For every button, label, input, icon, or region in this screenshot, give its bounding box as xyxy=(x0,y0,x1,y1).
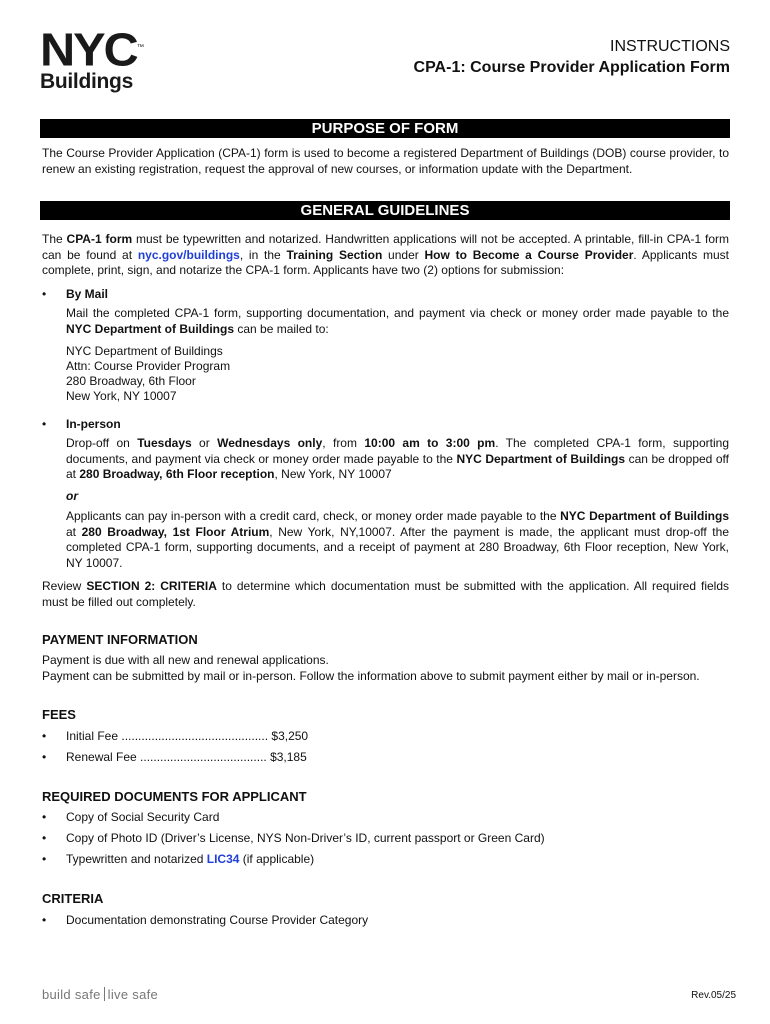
in-person-bullet: • In-person xyxy=(42,417,121,431)
or-text: or xyxy=(66,489,78,503)
document-header xyxy=(414,37,730,79)
nyc-gov-buildings-link[interactable]: nyc.gov/buildings xyxy=(137,247,240,262)
fee-initial: • Initial Fee ............................................ $3,250 xyxy=(42,729,309,743)
required-docs-heading: REQUIRED DOCUMENTS FOR APPLICANT xyxy=(42,789,307,804)
in-person-title: In-person xyxy=(66,417,121,431)
in-person-payment-text: Applicants can pay in-person with a credit card, check, or money order made payable to the NYC Department of Buildings at 280 Broadway, 1st Floor Atrium, New York, NY,10007. After the payment is made, the applicant must drop-off the completed CPA-1 form, supporting documents, and a receipt of payment at 280 Broadway, 6th Floor reception, New York, NY 10007. xyxy=(66,509,729,570)
in-person-dropoff-text: Drop-off on Tuesdays or Wednesdays only, from 10:00 am to 3:00 pm. The completed CPA-1 form, supporting documents, and payment via check or money order made payable to the NYC Department of Buildings can be dropped off at 280 Broadway, 6th Floor reception, New York, NY 10007 xyxy=(66,436,729,481)
revision-label: Rev.05/25 xyxy=(691,990,736,1001)
fees-heading: FEES xyxy=(42,707,76,722)
required-doc-item: • Copy of Social Security Card xyxy=(42,810,220,824)
review-criteria-text: Review SECTION 2: CRITERIA to determine which documentation must be submitted with the application. All required fields must be filled out completely. xyxy=(42,579,730,609)
header-form-title: CPA-1: Course Provider Application Form xyxy=(413,59,730,76)
logo-buildings-text: Buildings xyxy=(40,70,133,94)
payment-heading: PAYMENT INFORMATION xyxy=(42,632,198,647)
lic34-link[interactable]: LIC34 xyxy=(206,852,240,866)
criteria-item: • Documentation demonstrating Course Provider Category xyxy=(42,913,369,927)
mail-address: NYC Department of Buildings Attn: Course Provider Program 280 Broadway, 6th Floor New York, NY 10007 xyxy=(66,344,231,403)
guidelines-heading-bar: GENERAL GUIDELINES xyxy=(40,201,730,220)
criteria-heading: CRITERIA xyxy=(42,891,104,906)
by-mail-title: By Mail xyxy=(66,287,109,301)
purpose-text: The Course Provider Application (CPA-1) form is used to become a registered Department of Buildings (DOB) course provider, to renew an existing registration, request the approval of new courses, or information update with the Department. xyxy=(42,146,729,176)
guidelines-intro: The CPA-1 form must be typewritten and notarized. Handwritten applications will not be accepted. A printable, fill-in CPA-1 form can be found at nyc.gov/buildings, in the Training Section under How to Become a Course Provider. Applicants must complete, print, sign, and notarize the CPA-1 form. Applicants have two (2) options for submission: xyxy=(42,232,729,277)
slogan-divider xyxy=(104,987,105,1001)
required-doc-item: • Copy of Photo ID (Driver’s License, NYS Non-Driver’s ID, current passport or Green Card) xyxy=(42,831,545,845)
nyc-buildings-logo xyxy=(40,23,152,94)
payment-text: Payment is due with all new and renewal applications. Payment can be submitted by mail or in-person. Follow the information above to submit payment either by mail or in-person. xyxy=(42,653,700,683)
required-doc-item: • Typewritten and notarized LIC34 (if applicable) xyxy=(42,852,315,866)
fee-renewal: • Renewal Fee ...................................... $3,185 xyxy=(42,750,307,764)
by-mail-bullet: • By Mail xyxy=(42,287,109,301)
header-instructions: INSTRUCTIONS xyxy=(610,38,730,55)
purpose-heading-bar: PURPOSE OF FORM xyxy=(40,119,730,138)
by-mail-text: Mail the completed CPA-1 form, supporting documentation, and payment via check or money order made payable to the NYC Department of Buildings can be mailed to: xyxy=(66,306,729,336)
footer-slogan: build safe live safe xyxy=(42,987,159,1002)
logo-nyc-text: NYC™ xyxy=(40,23,145,76)
